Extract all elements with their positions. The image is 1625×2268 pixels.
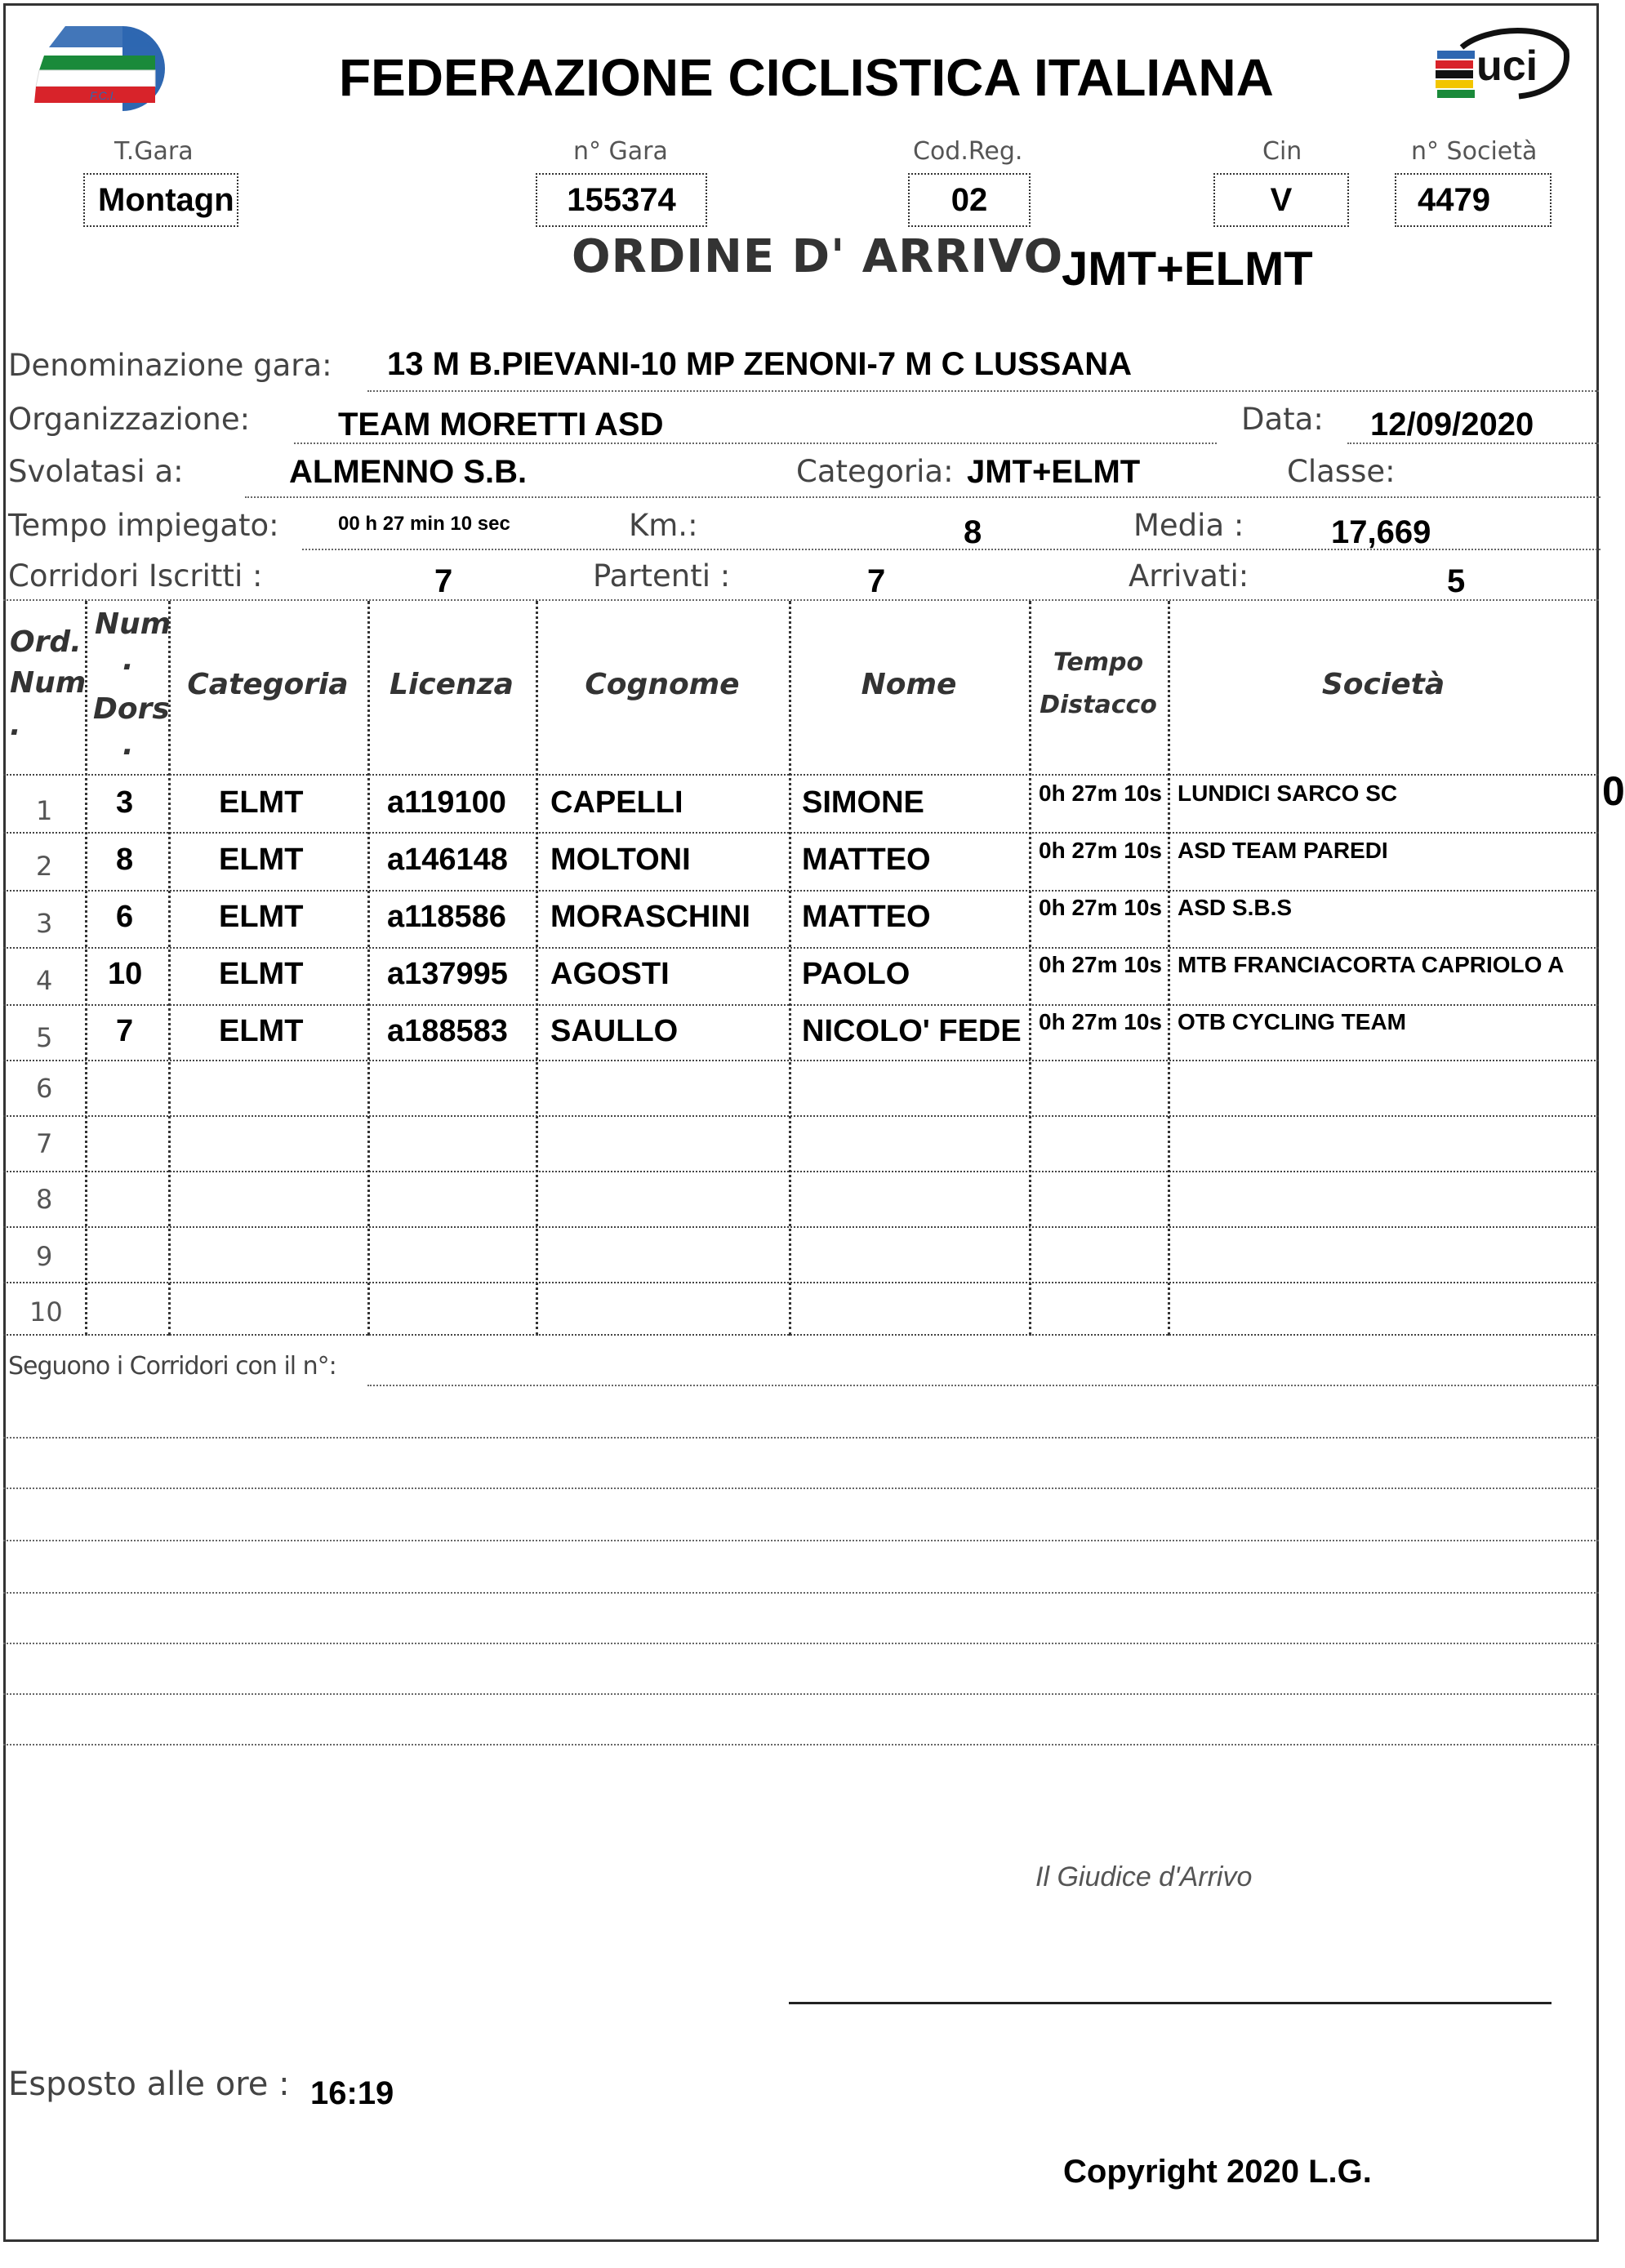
category-heading: JMT+ELMT [1062,242,1313,296]
row-dors: 8 [116,843,134,877]
col-sep [536,601,538,1336]
tempo-label: Tempo impiegato: [8,508,279,543]
header-ord-3: . [10,709,21,742]
categoria-value: JMT+ELMT [967,454,1141,490]
row-dors: 6 [116,900,134,934]
row-ord: 7 [36,1128,53,1159]
col-sep [85,601,87,1336]
row-cognome: MOLTONI [550,843,691,877]
row-dors: 3 [116,785,134,820]
row-licenza: a137995 [387,957,508,991]
row-societa: MTB FRANCIACORTA CAPRIOLO A [1178,952,1565,977]
dotted-line [367,390,1599,392]
dotted-line [367,1385,1599,1386]
row-dors: 7 [116,1014,134,1048]
row-tempo: 0h 27m 10s [1039,838,1162,863]
row-sep [3,890,1599,892]
dotted-line [3,1488,1599,1489]
row-categoria: ELMT [219,1014,304,1048]
km-value: 8 [964,514,982,550]
iscritti-value: 7 [434,563,453,599]
t-gara-label: T.Gara [114,137,194,166]
dotted-line [3,1693,1599,1695]
esposto-value: 16:19 [310,2075,394,2111]
row-sep [3,832,1599,834]
dotted-line [3,1592,1599,1594]
row-sep [3,774,1599,776]
row-sep [3,1115,1599,1117]
data-label: Data: [1241,402,1324,437]
row-licenza: a188583 [387,1014,508,1048]
seguono-label: Seguono i Corridori con il n°: [8,1352,336,1381]
signature-line [789,2002,1552,2004]
fci-logo [33,23,196,114]
header-societa: Società [1321,668,1445,701]
col-sep [1168,601,1170,1336]
header-num-4: . [122,728,134,762]
cin-value: V [1213,173,1349,227]
iscritti-label: Corridori Iscritti : [8,558,263,594]
dotted-line [245,496,1601,498]
row-cognome: CAPELLI [550,785,683,820]
row-licenza: a118586 [387,900,506,934]
media-value: 17,669 [1331,514,1431,550]
row-categoria: ELMT [219,900,304,934]
dotted-line [3,1744,1599,1745]
copyright: Copyright 2020 L.G. [1063,2154,1372,2190]
dotted-line [3,1643,1599,1644]
row-dors: 10 [108,957,143,991]
row-categoria: ELMT [219,785,304,820]
row-nome: NICOLO' FEDE [802,1014,1022,1048]
uci-logo [1429,18,1576,116]
header-licenza: Licenza [390,668,514,701]
svg-text:F.C.I.: F.C.I. [90,89,117,102]
esposto-label: Esposto alle ore : [8,2066,290,2103]
tempo-value: 00 h 27 min 10 sec [338,513,510,535]
dotted-line [294,442,1217,444]
denominazione-value: 13 M B.PIEVANI-10 MP ZENONI-7 M C LUSSANA [387,346,1132,382]
row-cognome: MORASCHINI [550,900,750,934]
row-ord: 8 [36,1184,53,1215]
n-gara-value: 155374 [536,173,707,227]
svolatasi-label: Svolatasi a: [8,454,184,489]
row-sep [3,1282,1599,1283]
row-nome: MATTEO [802,900,931,934]
organizzazione-label: Organizzazione: [8,402,251,437]
row-ord: 9 [36,1241,53,1272]
overflow-char: 0 [1602,768,1625,814]
classe-label: Classe: [1287,454,1396,489]
header-tempo-1: Tempo [1053,648,1144,677]
col-sep [367,601,370,1336]
n-societa-value: 4479 [1395,173,1552,227]
row-societa: ASD S.B.S [1178,895,1293,920]
dotted-line [3,1437,1599,1439]
header-num-1: Num [95,607,171,641]
row-sep [3,1334,1599,1336]
dotted-line [1347,442,1599,444]
row-ord: 5 [36,1022,53,1053]
partenti-value: 7 [867,563,886,599]
row-sep [3,1004,1599,1006]
row-ord: 3 [36,908,53,939]
arrivati-value: 5 [1447,563,1466,599]
row-ord: 6 [36,1073,53,1104]
row-sep [3,1060,1599,1061]
header-num-3: Dors [93,692,170,726]
row-categoria: ELMT [219,843,304,877]
row-tempo: 0h 27m 10s [1039,1009,1162,1034]
row-ord: 10 [29,1296,63,1327]
results-table [3,601,1599,1336]
km-label: Km.: [629,508,698,543]
n-societa-label: n° Società [1411,137,1538,166]
denominazione-label: Denominazione gara: [8,348,332,383]
row-nome: MATTEO [802,843,931,877]
header-cognome: Cognome [585,668,740,701]
col-sep [789,601,791,1336]
row-cognome: AGOSTI [550,957,670,991]
row-tempo: 0h 27m 10s [1039,952,1162,977]
cod-reg-label: Cod.Reg. [913,137,1023,166]
row-ord: 2 [36,851,53,882]
row-categoria: ELMT [219,957,304,991]
header-tempo-2: Distacco [1040,691,1157,719]
row-nome: SIMONE [802,785,924,820]
row-tempo: 0h 27m 10s [1039,895,1162,920]
dotted-line [3,1540,1599,1541]
row-societa: OTB CYCLING TEAM [1178,1009,1406,1034]
giudice-label: Il Giudice d'Arrivo [1035,1861,1253,1892]
cin-label: Cin [1262,137,1302,166]
partenti-label: Partenti : [593,558,731,594]
svg-text:uci: uci [1476,42,1538,90]
header-nome: Nome [861,668,957,701]
arrivati-label: Arrivati: [1129,558,1249,594]
federation-title: FEDERAZIONE CICLISTICA ITALIANA [339,48,1274,107]
row-ord: 1 [36,795,53,826]
header-ord-1: Ord. [10,625,82,659]
row-societa: LUNDICI SARCO SC [1178,780,1398,806]
organizzazione-value: TEAM MORETTI ASD [338,407,664,442]
row-sep [3,1171,1599,1172]
row-ord: 4 [36,965,53,996]
row-licenza: a146148 [387,843,508,877]
header-categoria: Categoria [187,668,349,701]
n-gara-label: n° Gara [573,137,668,166]
doc-subtitle: ORDINE D' ARRIVO [572,230,1064,283]
row-societa: ASD TEAM PAREDI [1178,838,1388,863]
row-sep [3,947,1599,949]
header-ord-2: Num [10,666,87,700]
row-cognome: SAULLO [550,1014,679,1048]
svolatasi-value: ALMENNO S.B. [289,454,528,490]
data-value: 12/09/2020 [1370,407,1534,442]
header-num-2: . [122,643,134,677]
categoria-label: Categoria: [796,454,954,489]
row-nome: PAOLO [802,957,910,991]
t-gara-value: Montagn [83,173,238,227]
row-licenza: a119100 [387,785,506,820]
row-tempo: 0h 27m 10s [1039,780,1162,806]
row-sep [3,1226,1599,1228]
media-label: Media : [1133,508,1244,543]
cod-reg-value: 02 [908,173,1031,227]
